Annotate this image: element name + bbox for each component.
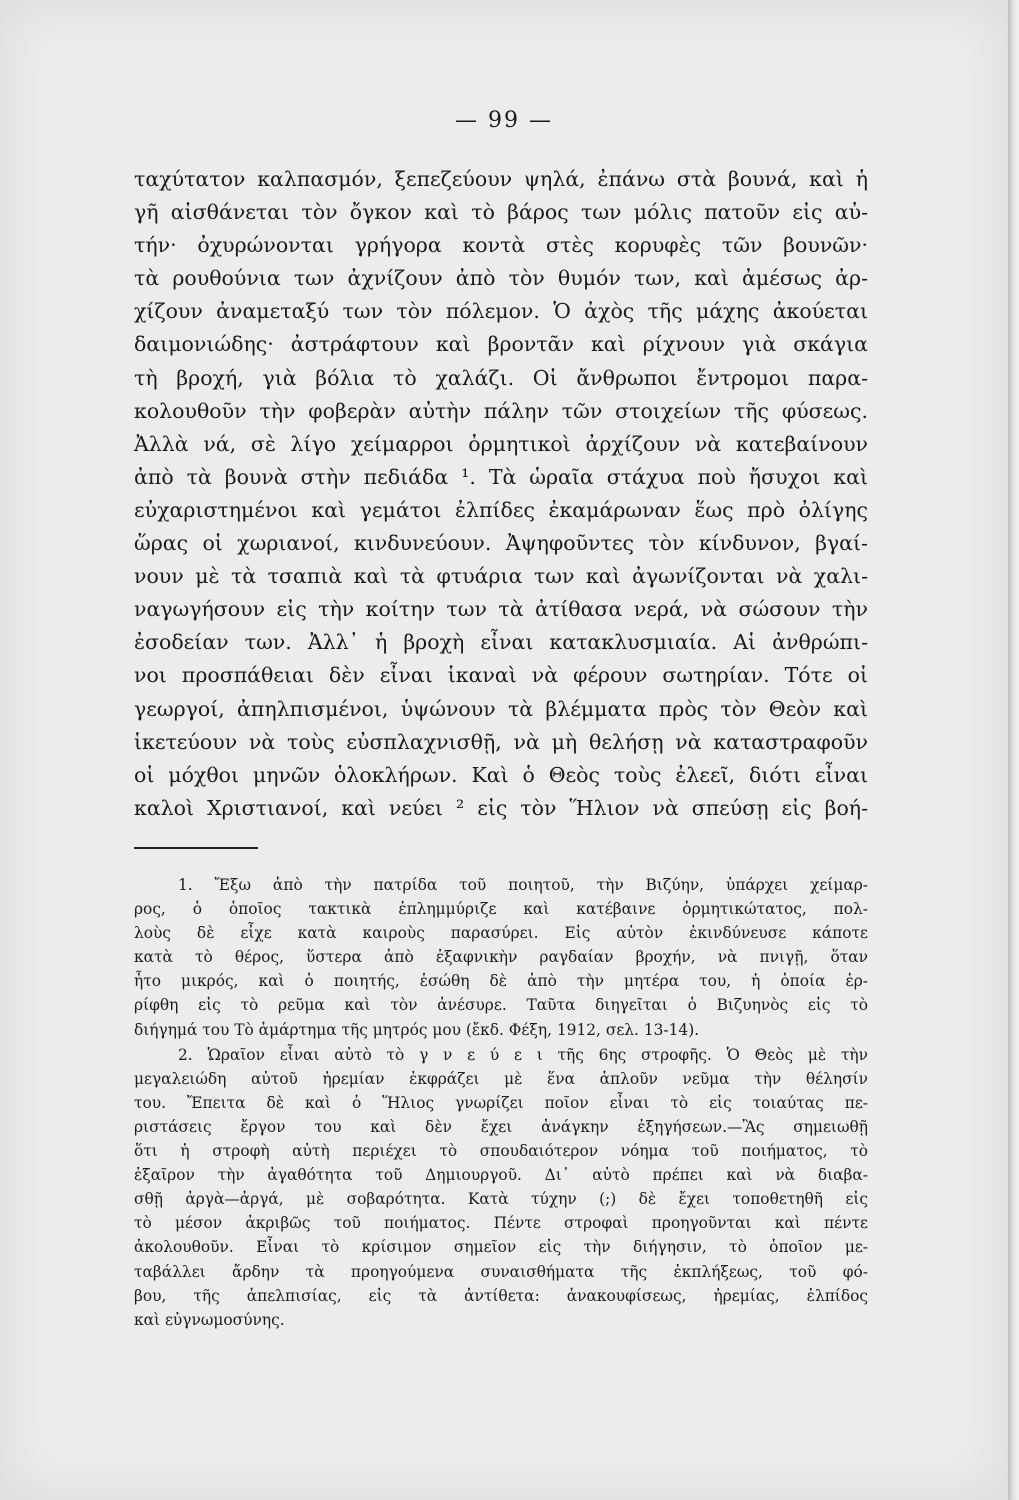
text-line: οἱ μόχθοι μηνῶν ὁλοκλήρων. Καὶ ὁ Θεὸς τοὺς ἐλεεῖ, διότι εἶναι: [134, 762, 868, 787]
footnote-line: ρίφθη εἰς τὸ ρεῦμα καὶ τὸν ἀνέσυρε. Ταῦτα διηγεῖται ὁ Βιζυηνὸς εἰς τὸ: [134, 996, 868, 1015]
text-line: ἐσοδείαν των. Ἀλλ᾿ ἡ βροχὴ εἶναι κατακλυσμιαία. Αἱ ἀνθρώπι-: [134, 630, 868, 655]
footnote-line: ταβάλλει ἄρδην τὰ προηγούμενα συναισθήματα τῆς ἐκπλήξεως, τοῦ φό-: [134, 1262, 868, 1281]
footnote-line: λοὺς δὲ εἶχε κατὰ καιροὺς παρασύρει. Εἰς αὐτὸν ἐκινδύνευσε κάποτε: [134, 924, 868, 943]
footnote-line: καὶ εὐγνωμοσύνης.: [134, 1310, 285, 1329]
text-line: νουν μὲ τὰ τσαπιὰ καὶ τὰ φτυάρια των καὶ ἀγωνίζονται νὰ χαλι-: [134, 564, 868, 589]
text-line: νοι προσπάθειαι δὲν εἶναι ἱκαναὶ νὰ φέρουν σωτηρίαν. Τότε οἱ: [134, 663, 868, 688]
text-line: ἱκετεύουν νὰ τοὺς εὐσπλαχνισθῇ, νὰ μὴ θελήσῃ νὰ καταστραφοῦν: [134, 729, 868, 754]
text-line: ἀπὸ τὰ βουνὰ στὴν πεδιάδα ¹. Τὰ ὡραῖα στάχυα ποὺ ἤσυχοι καὶ: [134, 464, 868, 489]
text-line: καλοὶ Χριστιανοί, καὶ νεύει ² εἰς τὸν Ἥλιον νὰ σπεύσῃ εἰς βοή-: [134, 795, 868, 820]
footnote-line: ἐξαῖρον τὴν ἀγαθότητα τοῦ Δημιουργοῦ. Δι᾿ αὐτὸ πρέπει καὶ νὰ διαβα-: [134, 1166, 868, 1185]
text-line: ὥρας οἱ χωριανοί, κινδυνεύουν. Ἀψηφοῦντες τὸν κίνδυνον, βγαί-: [134, 531, 868, 556]
footnote-line: κατὰ τὸ θέρος, ὕστερα ἀπὸ ἐξαφνικὴν ραγδαίαν βροχήν, νὰ πνιγῇ, ὅταν: [134, 948, 868, 967]
text-line: γῆ αἰσθάνεται τὸν ὄγκον καὶ τὸ βάρος των μόλις πατοῦν εἰς αὐ-: [134, 200, 868, 225]
text-line: Ἀλλὰ νά, σὲ λίγο χείμαρροι ὁρμητικοὶ ἀρχίζουν νὰ κατεβαίνουν: [134, 431, 868, 456]
footnote-line: ρος, ὁ ὁποῖος τακτικὰ ἐπλημμύριζε καὶ κατέβαινε ὁρμητικώτατος, πολ-: [134, 900, 868, 919]
main-text: [134, 163, 868, 825]
text-line: γεωργοί, ἀπηλπισμένοι, ὑψώνουν τὰ βλέμματα πρὸς τὸν Θεὸν καὶ: [134, 696, 868, 721]
footnote-rule: [134, 847, 258, 849]
footnote-line: ὅτι ἡ στροφὴ αὐτὴ περιέχει τὸ σπουδαιότερον νόημα τοῦ ποιήματος, τὸ: [134, 1142, 868, 1161]
footnote-line: μεγαλειώδη αὐτοῦ ἠρεμίαν ἐκφράζει μὲ ἕνα ἁπλοῦν νεῦμα τὴν θέλησίν: [134, 1069, 868, 1088]
footnote-line: 1. Ἔξω ἀπὸ τὴν πατρίδα τοῦ ποιητοῦ, τὴν Βιζύην, ὑπάρχει χείμαρ-: [178, 876, 868, 894]
footnote-line: ἀκολουθοῦν. Εἶναι τὸ κρίσιμον σημεῖον εἰς τὴν διήγησιν, τὸ ὁποῖον με-: [134, 1238, 868, 1257]
text-line: εὐχαριστημένοι καὶ γεμάτοι ἐλπίδες ἐκαμάρωναν ἕως πρὸ ὀλίγης: [134, 497, 868, 522]
text-line: ταχύτατον καλπασμόν, ξεπεζεύουν ψηλά, ἐπάνω στὰ βουνά, καὶ ἡ: [134, 167, 868, 191]
footnote-line: σθῇ ἀργὰ—ἀργά, μὲ σοβαρότητα. Κατὰ τύχην (;) δὲ ἔχει τοποθετηθῆ εἰς: [134, 1190, 868, 1209]
text-line: τὰ ρουθούνια των ἀχνίζουν ἀπὸ τὸν θυμόν των, καὶ ἀμέσως ἀρ-: [134, 266, 868, 291]
text-line: κολουθοῦν τὴν φοβερὰν αὐτὴν πάλην τῶν στοιχείων τῆς φύσεως.: [134, 398, 868, 423]
text-line: δαιμονιώδης· ἀστράφτουν καὶ βροντᾶν καὶ ρίχνουν γιὰ σκάγια: [134, 332, 868, 357]
footnote-line: του. Ἔπειτα δὲ καὶ ὁ Ἥλιος γνωρίζει ποῖον εἶναι τὸ εἰς τοιαύτας πε-: [134, 1093, 868, 1112]
text-line: τὴ βροχή, γιὰ βόλια τὸ χαλάζι. Οἱ ἄνθρωποι ἔντρομοι παρα-: [134, 365, 868, 390]
text-line: ναγωγήσουν εἰς τὴν κοίτην των τὰ ἀτίθασα νερά, νὰ σώσουν τὴν: [134, 597, 868, 622]
page-number: — 99 —: [455, 108, 553, 133]
footnote-line: διήγημά του Τὸ ἁμάρτημα τῆς μητρός μου (ἔκδ. Φέξη, 1912, σελ. 13-14).: [134, 1020, 700, 1039]
footnote-line: βου, τῆς ἀπελπισίας, εἰς τὰ ἀντίθετα: ἀνακουφίσεως, ἠρεμίας, ἐλπίδος: [134, 1286, 868, 1305]
text-line: τήν· ὀχυρώνονται γρήγορα κοντὰ στὲς κορυφὲς τῶν βουνῶν·: [134, 233, 868, 258]
page-edge: [1008, 0, 1019, 1500]
footnote-line: ριστάσεις ἔργον του καὶ δὲν ἔχει ἀνάγκην ἐξηγήσεων.—Ἂς σημειωθῇ: [134, 1117, 868, 1136]
footnote-line: τὸ μέσον ἀκριβῶς τοῦ ποιήματος. Πέντε στροφαὶ προηγοῦνται καὶ πέντε: [134, 1214, 868, 1233]
footnote-line: 2. Ὡραῖον εἶναι αὐτὸ τὸ γ ν ε ύ ε ι τῆς 6ης στροφῆς. Ὁ Θεὸς μὲ τὴν: [178, 1045, 868, 1064]
text-line: χίζουν ἀναμεταξύ των τὸν πόλεμον. Ὁ ἀχὸς τῆς μάχης ἀκούεται: [134, 299, 868, 324]
footnote-line: ἦτο μικρός, καὶ ὁ ποιητής, ἐσώθη δὲ ἀπὸ τὴν μητέρα του, ἡ ὁποία ἐρ-: [134, 972, 868, 991]
footnotes: [134, 873, 868, 1332]
